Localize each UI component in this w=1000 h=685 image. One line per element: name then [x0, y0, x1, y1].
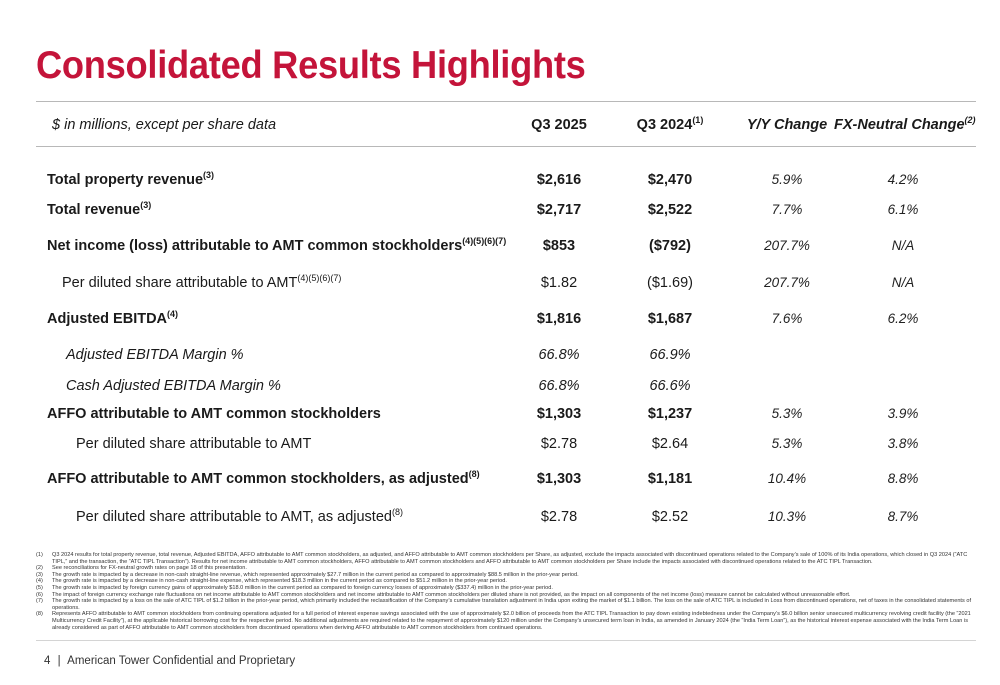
cell-yoy-change: 5.3% [771, 406, 803, 421]
row-label-text: AFFO attributable to AMT common stockholders, as adjusted [47, 471, 469, 487]
cell-q3-2025: $2,717 [536, 202, 582, 218]
footnote-text: The growth rate is impacted by a loss on the sale of ATC TIPL of $1.2 billion in the prior-year period, which primarily included the reclassification of the Company’s cumulative translation adjustment in India upon exiting the market of $1.1 billion. The loss on the sale of ATC TIPL is included in Loss from discontinued operations, net of taxes in the consolidated statements of operations. [52, 598, 972, 611]
row-footnote-ref: (8) [391, 507, 403, 517]
page-title: Consolidated Results Highlights [36, 44, 586, 87]
row-label [62, 275, 341, 291]
footnote [36, 578, 976, 585]
footer-rule [36, 640, 976, 641]
table-row [0, 509, 1000, 531]
table-row [0, 378, 1000, 400]
cell-fx-neutral-change: 6.1% [887, 202, 919, 217]
footnote-number: (2) [36, 565, 43, 572]
cell-q3-2024: $2,470 [647, 172, 693, 188]
row-label-text: Per diluted share attributable to AMT [62, 275, 298, 291]
cell-fx-neutral-change: 4.2% [887, 172, 919, 187]
cell-q3-2025: $2,616 [536, 172, 582, 188]
footnote [36, 565, 976, 572]
footnote-number: (3) [36, 571, 43, 578]
cell-fx-neutral-change: N/A [891, 238, 915, 253]
col-header-fx-text: FX-Neutral Change [834, 117, 965, 133]
row-label-text: Adjusted EBITDA Margin % [66, 347, 244, 363]
col-header-q3-2024-note: (1) [692, 115, 704, 125]
row-label [76, 509, 403, 525]
table-row [0, 436, 1000, 458]
col-header-q3-2024-text: Q3 2024 [636, 117, 693, 133]
footer-separator: | [57, 655, 61, 667]
col-header-q3-2024 [611, 117, 729, 133]
row-label-text: Per diluted share attributable to AMT, as adjusted [76, 509, 392, 525]
cell-q3-2024: ($792) [649, 238, 691, 254]
row-label-text: Per diluted share attributable to AMT [76, 436, 312, 452]
footnote [36, 585, 976, 592]
footnote-number: (5) [36, 584, 43, 591]
cell-q3-2025: $1.82 [540, 275, 578, 291]
cell-q3-2025: $2.78 [540, 436, 578, 452]
cell-yoy-change: 5.9% [771, 172, 803, 187]
row-label [47, 238, 506, 254]
footnote [36, 572, 976, 579]
footnote [36, 592, 976, 599]
row-label [66, 347, 244, 363]
row-footnote-ref: (8) [468, 469, 480, 479]
cell-fx-neutral-change: 3.8% [887, 436, 919, 451]
footer-text: American Tower Confidential and Proprietary [67, 655, 296, 667]
footnote-text: See reconciliations for FX-neutral growth rates on page 18 of this presentation. [52, 565, 247, 572]
cell-q3-2025: $1,303 [536, 406, 582, 422]
header-top-rule [36, 101, 976, 102]
footnote-number: (7) [36, 598, 43, 605]
footer [44, 655, 295, 667]
table-row [0, 202, 1000, 224]
table-row [0, 347, 1000, 369]
footnote [36, 611, 976, 631]
table-row [0, 275, 1000, 297]
footnote-text: The growth rate is impacted by a decrease in non-cash straight-line revenue, which represented approximately $27.7 million in the current period as compared to approximately $88.5 million in the prior-year period. [52, 571, 579, 578]
cell-q3-2025: $1,816 [536, 311, 582, 327]
table-row [0, 471, 1000, 493]
row-label [47, 311, 178, 327]
footnote-text: Represents AFFO attributable to AMT common stockholders from continuing operations adjusted for a full period of interest expense savings associated with the use of approximately $2.0 billion of proceeds from the ATC TIPL Transaction to pay down existing indebtedness under the Company’s $6.0 billion senior unsecured multicurrency revolving credit facility (the “2021 Multicurrency Credit Facility”), at the applicable historical borrowing cost for the respective period. No additional adjustments are required related to the repayment of approximately $120 million under the Company’s unsecured term loan in India, as amended in January 2024 (the “India Term Loan”), as the historical interest expense associated with the India Term Loan is already considered as part of AFFO attributable to AMT common stockholders from discontinued operations when deriving AFFO attributable to AMT common stockholders from continued operations. [52, 611, 971, 631]
footnote [36, 598, 976, 611]
table-row [0, 311, 1000, 333]
cell-q3-2024: $1,181 [647, 471, 693, 487]
cell-yoy-change: 207.7% [764, 275, 810, 290]
cell-q3-2024: $2,522 [647, 202, 693, 218]
row-label-text: AFFO attributable to AMT common stockholders [47, 406, 381, 422]
table-row [0, 172, 1000, 194]
footnote [36, 552, 976, 565]
row-label [47, 202, 151, 218]
cell-fx-neutral-change: 6.2% [887, 311, 919, 326]
cell-yoy-change: 5.3% [771, 436, 803, 451]
row-footnote-ref: (4)(5)(6)(7) [297, 273, 342, 283]
table-row [0, 238, 1000, 260]
col-header-fx [834, 115, 976, 133]
col-header-q3-2025: Q3 2025 [531, 117, 587, 133]
cell-q3-2025: $853 [542, 238, 576, 254]
row-label [66, 378, 281, 394]
footnote-number: (1) [36, 552, 43, 558]
footnote-number: (6) [36, 591, 43, 598]
cell-q3-2024: 66.9% [649, 347, 691, 363]
footnote-number: (8) [36, 611, 43, 618]
row-label [47, 172, 214, 188]
row-label-text: Net income (loss) attributable to AMT common stockholders [47, 238, 463, 254]
col-header-fx-note: (2) [964, 115, 976, 125]
row-label-text: Total property revenue [47, 172, 204, 188]
col-header-yoy: Y/Y Change [746, 117, 828, 133]
cell-yoy-change: 207.7% [764, 238, 810, 253]
row-label-text: Adjusted EBITDA [47, 311, 168, 327]
footnote-text: The growth rate is impacted by foreign currency gains of approximately $18.0 million in the current period as compared to foreign currency losses of approximately ($337.4) million in the prior-year period. [52, 584, 553, 591]
header-bottom-rule [36, 146, 976, 147]
cell-fx-neutral-change: 8.7% [887, 509, 919, 524]
cell-q3-2025: $1,303 [536, 471, 582, 487]
cell-fx-neutral-change: 8.8% [887, 471, 919, 486]
row-footnote-ref: (4)(5)(6)(7) [462, 236, 507, 246]
cell-q3-2025: $2.78 [540, 509, 578, 525]
cell-yoy-change: 10.3% [767, 509, 807, 524]
row-label-text: Cash Adjusted EBITDA Margin % [66, 378, 281, 394]
cell-q3-2024: 66.6% [649, 378, 691, 394]
cell-yoy-change: 7.6% [771, 311, 803, 326]
footnote-text: Q3 2024 results for total property revenue, total revenue, Adjusted EBITDA, AFFO attributable to AMT common stockholders, as adjusted, and AFFO attributable to AMT common stockholders per Share, as adjusted, exclude the impacts associated with discontinued operations related to the Company’s sale of 100% of its India operations, which closed in Q3 2024 (“ATC TIPL,” and the transaction, the “ATC TIPL Transaction”). Results for net income attributable to AMT common stockholders, AFFO attributable to AMT common stockholders and AFFO attributable to AMT common stockholders per Share include the impacts associated with discontinued operations related to the ATC TIPL Transaction. [52, 552, 968, 565]
units-label: $ in millions, except per share data [52, 117, 277, 133]
row-label-text: Total revenue [47, 202, 141, 218]
cell-q3-2024: $1,237 [647, 406, 693, 422]
page-number: 4 [44, 655, 51, 667]
table-row [0, 406, 1000, 428]
cell-q3-2024: $1,687 [647, 311, 693, 327]
cell-q3-2025: 66.8% [538, 347, 580, 363]
row-footnote-ref: (4) [167, 309, 179, 319]
row-label [47, 406, 381, 422]
cell-q3-2024: ($1.69) [647, 275, 693, 291]
footnote-text: The growth rate is impacted by a decrease in non-cash straight-line expense, which represented $18.3 million in the current period as compared to $51.2 million in the prior-year period. [52, 578, 507, 585]
row-label [47, 471, 480, 487]
row-footnote-ref: (3) [140, 200, 152, 210]
cell-fx-neutral-change: N/A [891, 275, 915, 290]
row-footnote-ref: (3) [203, 170, 215, 180]
cell-yoy-change: 10.4% [767, 471, 807, 486]
cell-q3-2025: 66.8% [538, 378, 580, 394]
cell-yoy-change: 7.7% [771, 202, 803, 217]
footnotes [36, 552, 976, 631]
footnote-number: (4) [36, 578, 43, 585]
row-label [76, 436, 311, 452]
cell-fx-neutral-change: 3.9% [887, 406, 919, 421]
cell-q3-2024: $2.64 [651, 436, 689, 452]
footnote-text: The impact of foreign currency exchange rate fluctuations on net income attributable to AMT common stockholders and net income attributable to AMT common stockholders per diluted share is not provided, as the impact on all components of the net income (loss) measure cannot be calculated without unreasonable effort. [52, 591, 851, 598]
cell-q3-2024: $2.52 [651, 509, 689, 525]
